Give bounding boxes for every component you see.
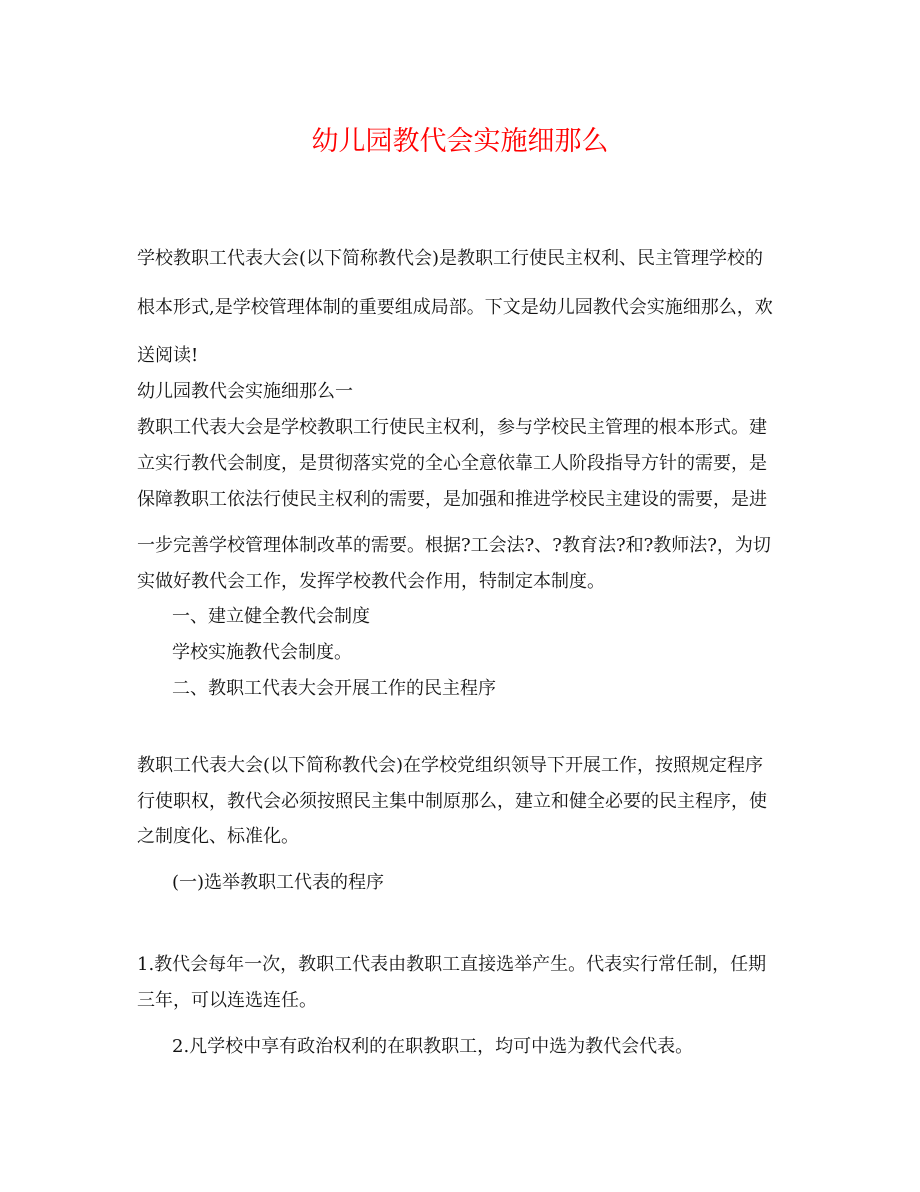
paragraph-line: 学校教职工代表大会(以下简称教代会)是教职工行使民主权利、民主管理学校的 [137, 248, 764, 269]
paragraph-line: 学校实施教代会制度。 [172, 642, 352, 663]
paragraph-line: 实做好教代会工作，发挥学校教代会作用，特制定本制度。 [137, 571, 605, 592]
list-item: 2.凡学校中享有政治权利的在职教职工，均可中选为教代会代表。 [172, 1036, 694, 1057]
paragraph-line: 行使职权，教代会必须按照民主集中制原那么，建立和健全必要的民主程序，使 [137, 791, 767, 812]
paragraph-line: 教职工代表大会是学校教职工行使民主权利，参与学校民主管理的根本形式。建 [137, 417, 767, 438]
paragraph-line: 根本形式,是学校管理体制的重要组成局部。下文是幼儿园教代会实施细那么，欢 [137, 297, 773, 318]
paragraph-line: 保障教职工依法行使民主权利的需要，是加强和推进学校民主建设的需要，是进 [137, 489, 767, 510]
paragraph-line: 立实行教代会制度，是贯彻落实党的全心全意依靠工人阶段指导方针的需要，是 [137, 453, 767, 474]
document-title: 幼儿园教代会实施细那么 [311, 126, 609, 157]
paragraph-line: 教职工代表大会(以下简称教代会)在学校党组织领导下开展工作，按照规定程序 [137, 755, 764, 776]
subsection-heading: 二、教职工代表大会开展工作的民主程序 [172, 678, 496, 699]
list-item: 1.教代会每年一次，教职工代表由教职工直接选举产生。代表实行常任制，任期 [137, 954, 767, 975]
subsection-heading: 一、建立健全教代会制度 [172, 606, 370, 627]
list-item-continuation: 三年，可以连选连任。 [137, 990, 317, 1011]
paragraph-line: 之制度化、标准化。 [137, 826, 299, 847]
paragraph-line: 送阅读! [137, 345, 199, 366]
section-heading: 幼儿园教代会实施细那么一 [137, 381, 353, 402]
subsection-heading: (一)选举教职工代表的程序 [172, 872, 385, 893]
paragraph-line: 一步完善学校管理体制改革的需要。根据?工会法?、?教育法?和?教师法?，为切 [137, 535, 771, 556]
